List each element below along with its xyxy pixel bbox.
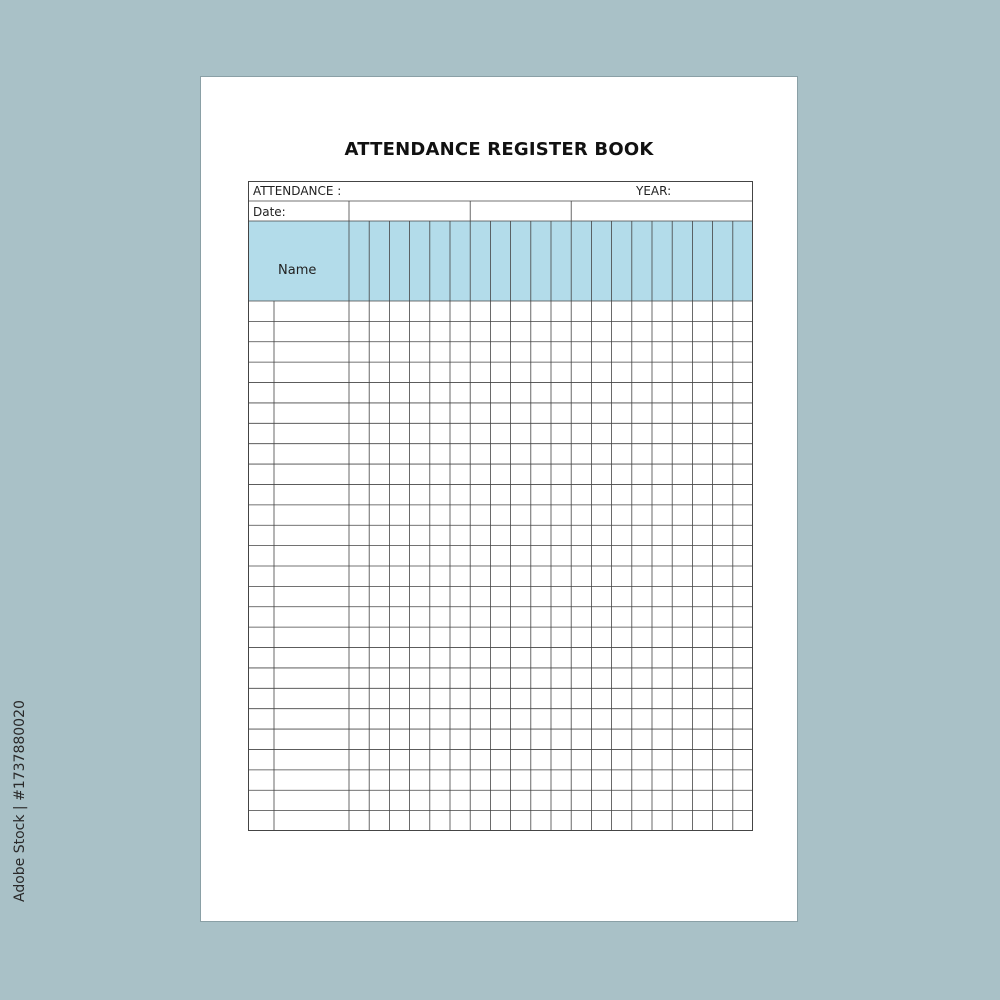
attendance-label: ATTENDANCE : (253, 184, 342, 198)
page-title: ATTENDANCE REGISTER BOOK (344, 139, 654, 160)
attendance-sheet (248, 181, 753, 831)
header-band (248, 221, 753, 301)
date-label: Date: (253, 205, 286, 219)
name-column-header: Name (278, 263, 317, 278)
register-page (200, 76, 798, 922)
attendance-grid (248, 181, 753, 831)
stock-id-text: Adobe Stock | #1737880020 (12, 700, 28, 902)
year-label: YEAR: (636, 184, 672, 198)
